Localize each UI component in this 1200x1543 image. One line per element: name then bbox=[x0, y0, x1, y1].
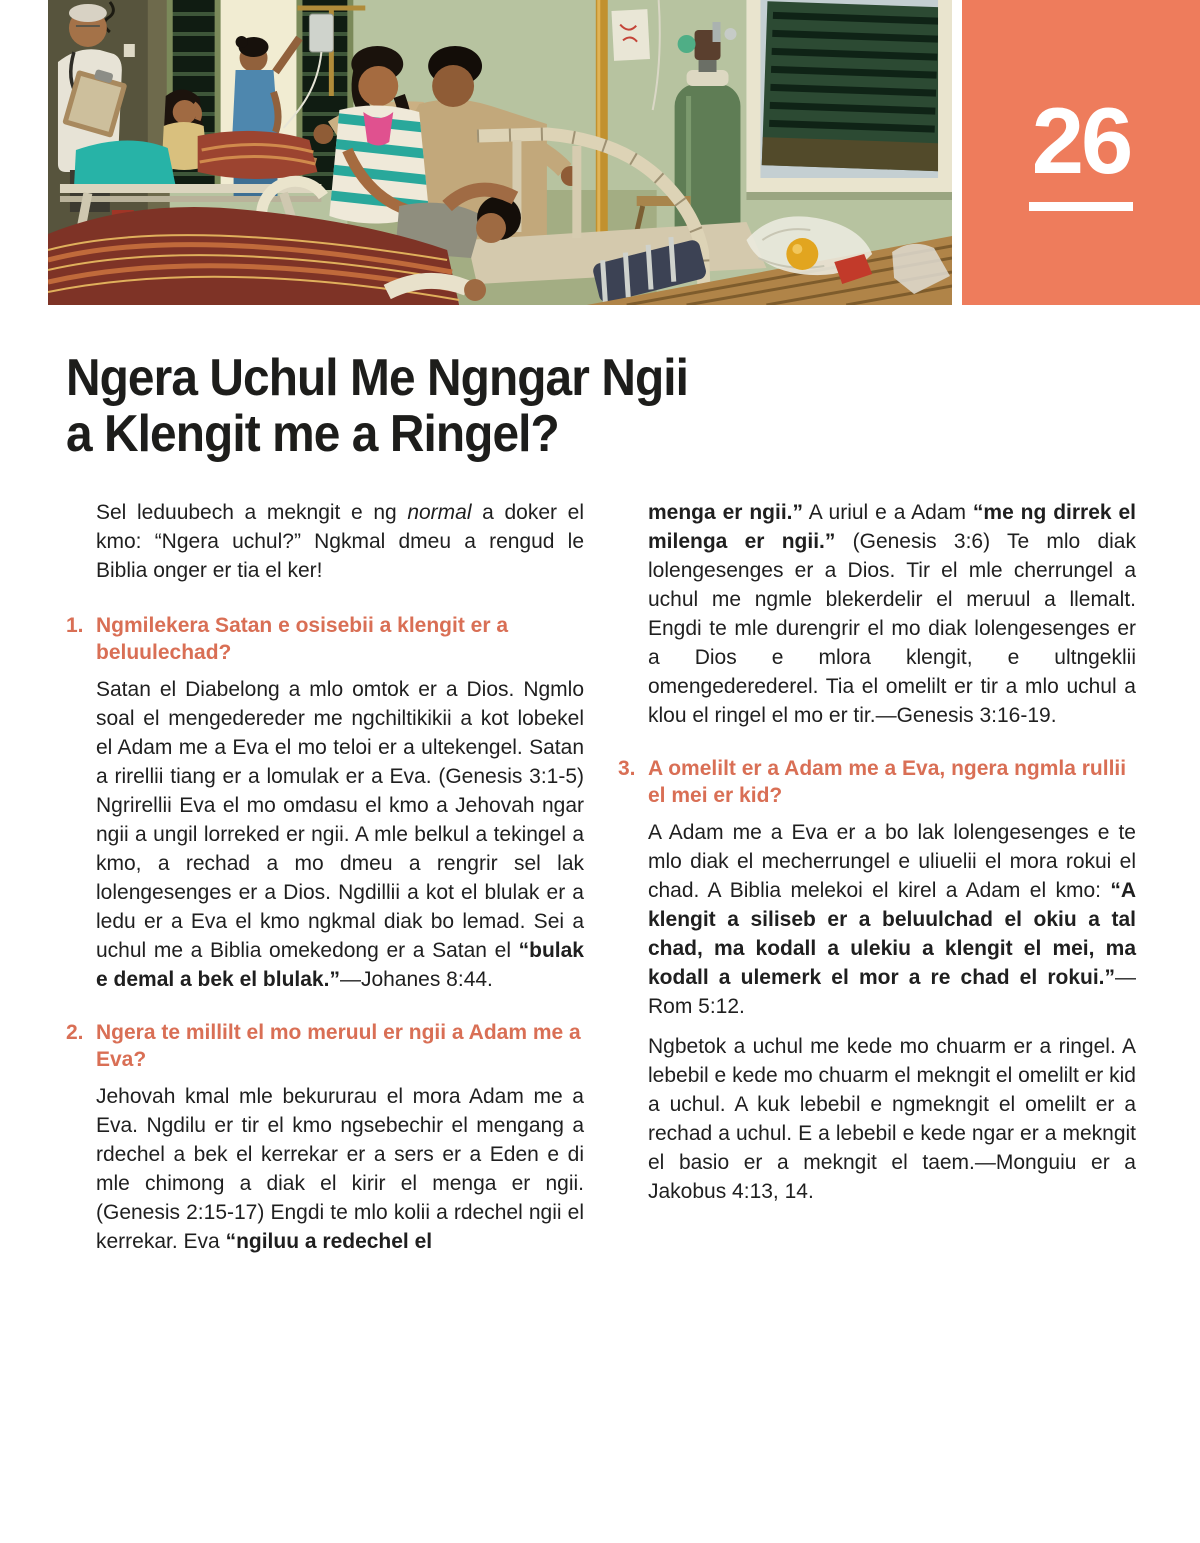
question-2-number: 2. bbox=[66, 1021, 84, 1044]
hospital-scene-photo bbox=[48, 0, 952, 305]
page-number-badge bbox=[962, 0, 1200, 305]
hospital-scene-illustration bbox=[48, 0, 952, 305]
question-3-heading bbox=[618, 755, 1136, 809]
paragraph-4: Ngbetok a uchul me kede mo chuarm er a ringel. A lebebil e kede mo chuarm el mekngit el omelilt er kid a uchul. A kuk lebebil e ngmekngit el omelilt er a rechad a uchul. E a lebebil e kede ngar er a mekngit el basio er a mekngit el taem.—Monguiu er a Jakobus 4:13, 14. bbox=[648, 1035, 1136, 1203]
question-1-number: 1. bbox=[66, 614, 84, 637]
question-2-text: Ngera te millilt el mo meruul er ngii a Adam me a Eva? bbox=[96, 1021, 581, 1071]
title-line-2: a Klengit me a Ringel? bbox=[66, 405, 559, 463]
page-number: 26 bbox=[1031, 88, 1131, 193]
article-title bbox=[66, 350, 742, 462]
column-right bbox=[618, 498, 1136, 1256]
page-number-underline bbox=[1029, 202, 1133, 211]
question-3-text: A omelilt er a Adam me a Eva, ngera ngmla rullii el mei er kid? bbox=[648, 757, 1127, 807]
question-1-text: Ngmilekera Satan e osisebii a klengit er a beluulechad? bbox=[96, 614, 509, 664]
intro-paragraph: Sel leduubech a mekngit e ng normal a doker el kmo: “Ngera uchul?” Ngkmal dmeu a rengud le Biblia onger er tia el ker! bbox=[96, 501, 584, 582]
paragraph-1: Satan el Diabelong a mlo omtok er a Dios. Ngmlo soal el mengedereder me ngchiltikikii a kot lobekel el Adam me a Eva el mo teloi er a ultekengel. Satan a rirellii tiang er a lomulak er a Eva. (Genesis 3:1-5) Ngrirellii Eva el mo omdasu el kmo a Jehovah ngar ngii a ungil lorreked er ngii. A mle belkul a tekingel a kmo, a rechad a mo dmeu a rengrir sel lak lolengesenges er a Dios. Ngdillii a kot el blulak er a ledu er a Eva el kmo ngkmal diak bo lemad. Sei a uchul me a Biblia omekedong er a Satan el “bulak e demal a bek el blulak.”—Johanes 8:44. bbox=[96, 678, 584, 991]
title-line-1: Ngera Uchul Me Ngngar Ngii bbox=[66, 349, 688, 407]
paragraph-2-part-1: Jehovah kmal mle bekururau el mora Adam me a Eva. Ngdilu er tir el kmo ngsebechir el mengang a rdechel a bek el kerrekar er a sers er a Eden e di mle chimong a diak el kirir el menga er ngii. (Genesis 2:15-17) Engdi te mlo kolii a rdechel ngii el kerrekar. Eva “ngiluu a redechel el bbox=[96, 1085, 584, 1253]
column-left bbox=[66, 498, 584, 1256]
question-2-heading bbox=[66, 1019, 584, 1073]
paragraph-3: A Adam me a Eva er a bo lak lolengesenges e te mlo diak el mecherrungel e uliuelii el mora rokui el chad. A Biblia melekoi el kirel a Adam el kmo: “A klengit a siliseb er a beluulchad el okiu a tal chad, ma kodall a ulekiu a klengit el mei, ma kodall a ulemerk el mor a re chad el rokui.”—Rom 5:12. bbox=[648, 821, 1136, 1018]
question-1-heading bbox=[66, 612, 584, 666]
article-body bbox=[66, 498, 1136, 1256]
paragraph-2-part-2: menga er ngii.” A uriul e a Adam “me ng dirrek el milenga er ngii.” (Genesis 3:6) Te mlo diak lolengesenges er a Dios. Tir el mle cherrungel a uchul me ngmle blekerdelir el meruul a llemalt. Engdi te mle durengrir el mo diak lolengesenges er a Dios e mlora klengit, e ultngeklii omengederederel. Tia el omelilt er tir a mlo uchul a klou el ringel el mo er tir.—Genesis 3:16-19. bbox=[648, 501, 1136, 727]
question-3-number: 3. bbox=[618, 757, 636, 780]
